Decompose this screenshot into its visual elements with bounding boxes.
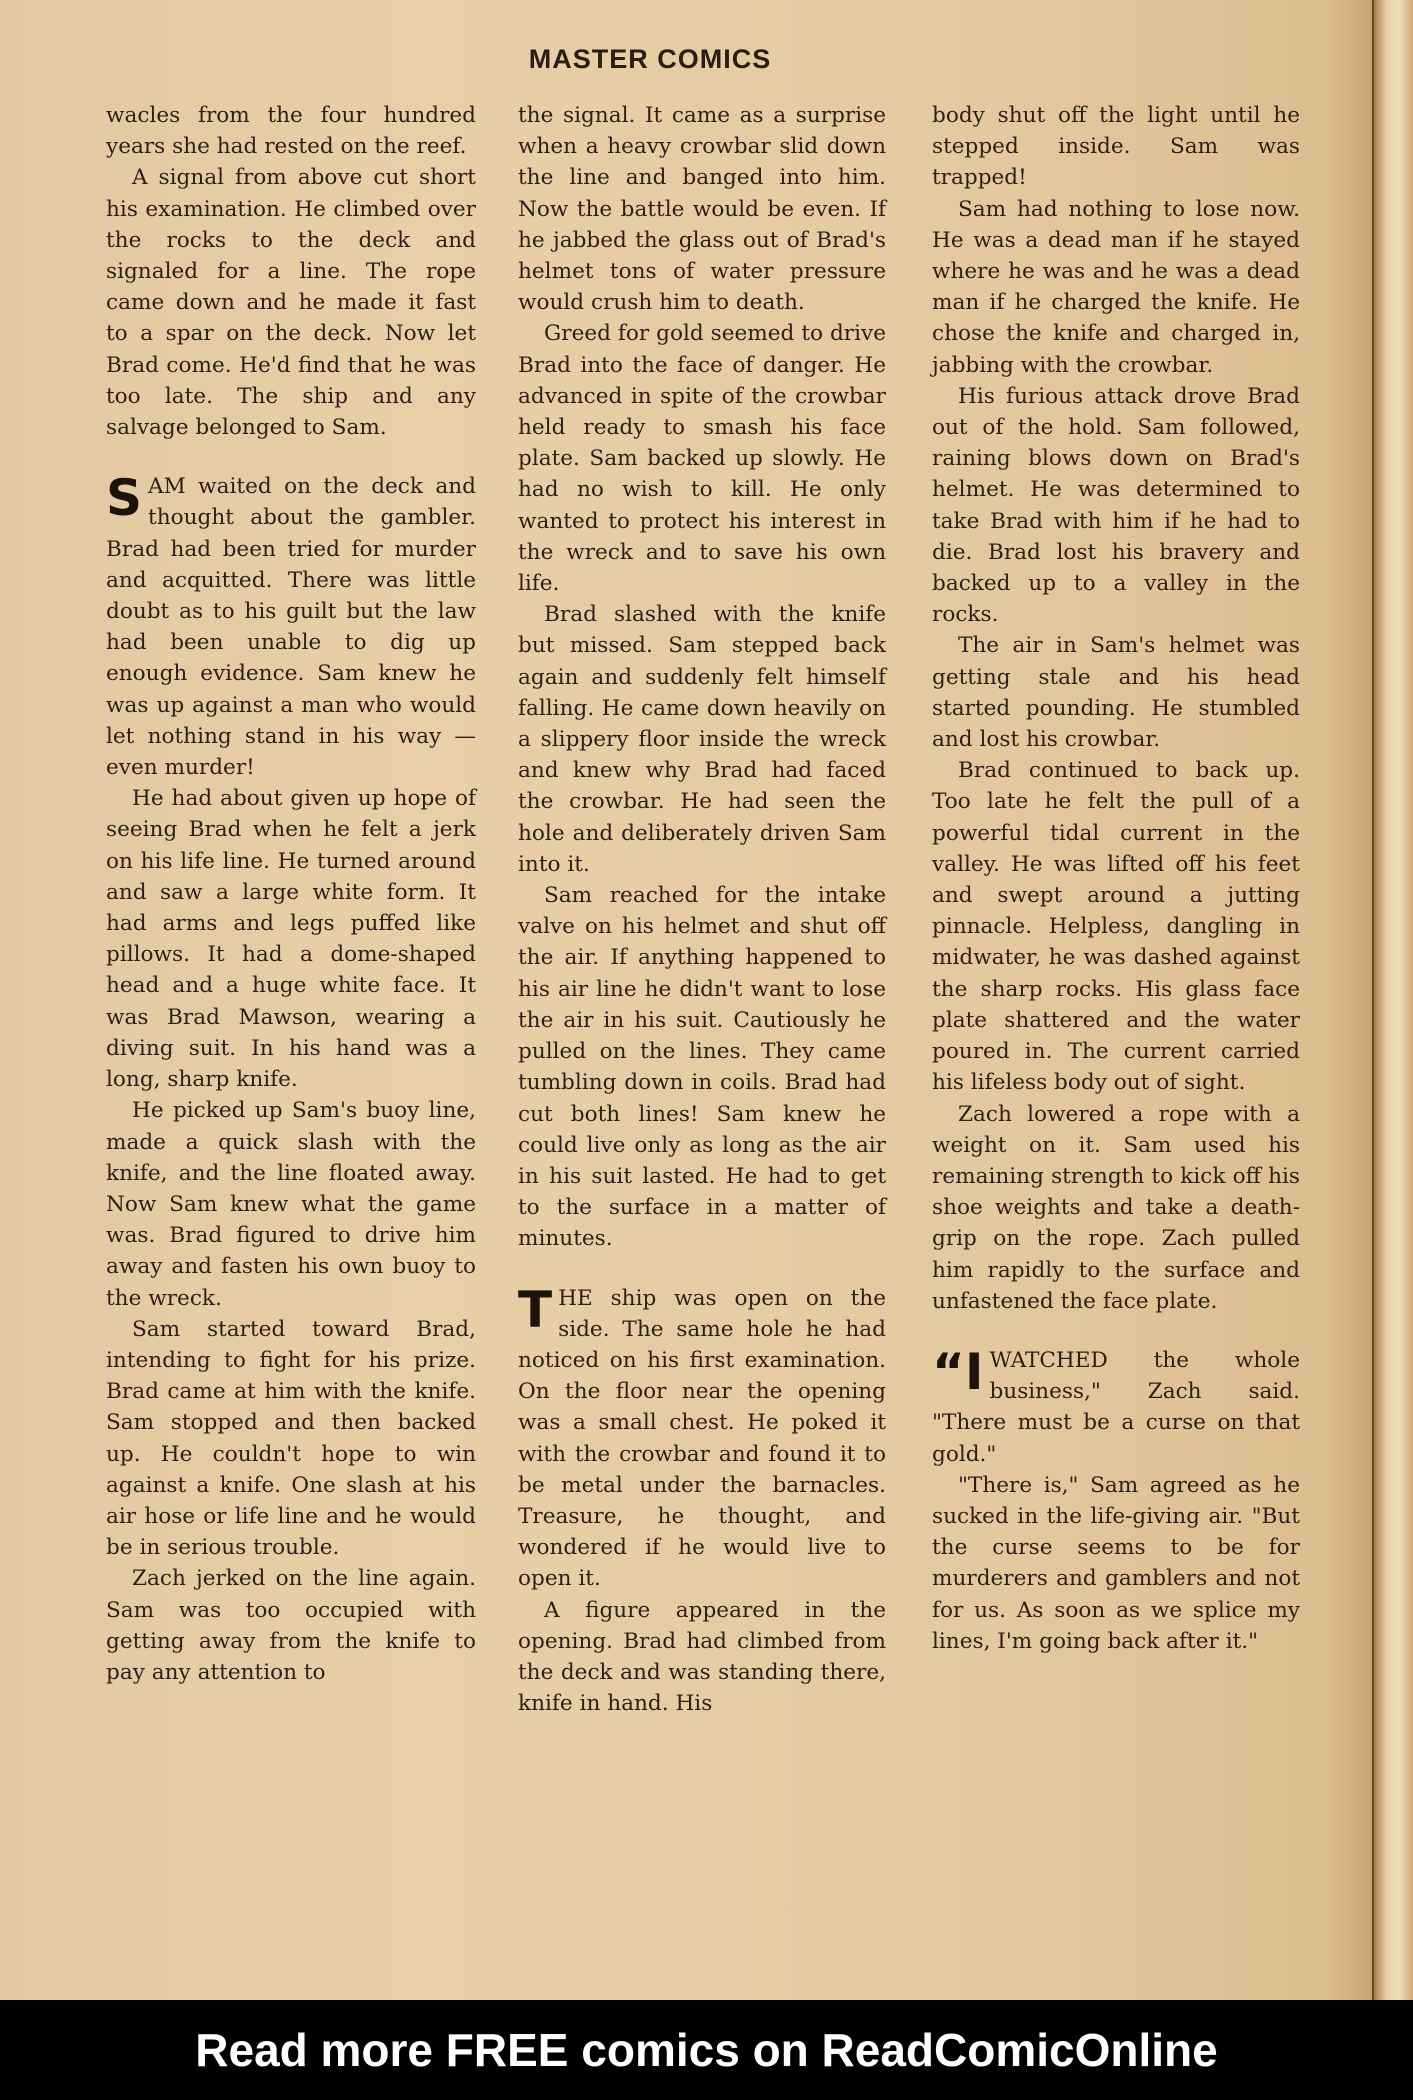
paragraph: The air in Sam's helmet was getting stale and his head started pounding. He stumbled and lost his crowbar. <box>932 633 1300 753</box>
paragraph: Greed for gold seemed to drive Brad into the face of danger. He advanced in spite of the crowbar held ready to smash his face plate. Sam backed up slowly. He had no wish to kill. He only wanted to protect his interest in the wreck and to save his own life. <box>518 321 886 597</box>
paragraph-dropcap <box>518 1280 886 1595</box>
paragraph: body shut off the light until he stepped inside. Sam was trapped! <box>932 103 1300 191</box>
paragraph: A figure appeared in the opening. Brad had climbed from the deck and was standing there, knife in hand. His <box>518 1597 886 1717</box>
drop-cap: S <box>106 469 143 528</box>
paragraph: Zach jerked on the line again. Sam was too occupied with getting away from the knife to pay any attention to <box>106 1566 476 1685</box>
paragraph-dropcap <box>106 471 476 783</box>
page-header-title: MASTER COMICS <box>528 44 772 74</box>
paragraph: the signal. It came as a surprise when a heavy crowbar slid down the line and banged into him. Now the battle would be even. If he jabbed the glass out of Brad's helmet tons of water pressure would crush him to death. <box>518 103 886 316</box>
text-column-right <box>932 100 1300 1657</box>
paragraph: His furious attack drove Brad out of the hold. Sam followed, raining blows down on Brad's helmet. He was determined to take Brad with him if he had to die. Brad lost his bravery and backed up to a valley in the rocks. <box>932 383 1300 628</box>
text-column-middle <box>518 100 886 1719</box>
paragraph-text: HE ship was open on the side. The same hole he had noticed on his first examination. On the floor near the opening was a small chest. He poked it with the crowbar and found it to be metal under the barnacles. Treasure, he thought, and wondered if he would live to open it. <box>518 1285 886 1592</box>
drop-cap: T <box>518 1280 553 1339</box>
promo-banner-link[interactable]: Read more FREE comics on ReadComicOnline <box>0 2000 1413 2100</box>
paragraph-text: AM waited on the deck and thought about the gambler. Brad had been tried for murder and acquitted. There was little doubt as to his guilt but the law had been unable to dig up enough evidence. Sam knew he was up against a man who would let nothing stand in his way —even murder! <box>106 474 476 781</box>
adjacent-page-edge <box>1372 0 1413 2000</box>
paragraph-text: WATCHED the whole business," Zach said. "There must be a curse on that gold." <box>932 1347 1300 1467</box>
paragraph: A signal from above cut short his examination. He climbed over the rocks to the deck and signaled for a line. The rope came down and he made it fast to a spar on the deck. Now let Brad come. He'd find that he was too late. The ship and any salvage belonged to Sam. <box>106 165 476 441</box>
paragraph: Zach lowered a rope with a weight on it. Sam used his remaining strength to kick off his shoe weights and take a death-grip on the rope. Zach pulled him rapidly to the surface and unfastened the face plate. <box>932 1101 1300 1314</box>
paragraph: Sam had nothing to lose now. He was a dead man if he stayed where he was and he was a dead man if he charged the knife. He chose the knife and charged in, jabbing with the crowbar. <box>932 196 1300 378</box>
paragraph: wacles from the four hundred years she had rested on the reef. <box>106 103 476 160</box>
drop-cap: “I <box>932 1342 984 1401</box>
paragraph: He had about given up hope of seeing Brad when he felt a jerk on his life line. He turned around and saw a large white form. It had arms and legs puffed like pillows. It had a dome-shaped head and a huge white face. It was Brad Mawson, wearing a diving suit. In his hand was a long, sharp knife. <box>106 786 476 1093</box>
paragraph: Sam reached for the intake valve on his helmet and shut off the air. If anything happened to his air line he didn't want to lose the air in his suit. Cautiously he pulled on the lines. They came tumbling down in coils. Brad had cut both lines! Sam knew he could live only as long as the air in his suit lasted. He had to get to the surface in a matter of minutes. <box>518 883 886 1252</box>
paragraph: He picked up Sam's buoy line, made a quick slash with the knife, and the line floated away. Now Sam knew what the game was. Brad figured to drive him away and fasten his own buoy to the wreck. <box>106 1098 476 1311</box>
paragraph-dropcap <box>932 1342 1300 1470</box>
paragraph: Brad continued to back up. Too late he felt the pull of a powerful tidal current in the valley. He was lifted off his feet and swept around a jutting pinnacle. Helpless, dangling in midwater, he was dashed against the sharp rocks. His glass face plate shattered and the water poured in. The current carried his lifeless body out of sight. <box>932 758 1300 1096</box>
paragraph: Sam started toward Brad, intending to fight for his prize. Brad came at him with the knife. Sam stopped and then backed up. He couldn't hope to win against a knife. One slash at his air hose or life line and he would be in serious trouble. <box>106 1316 476 1561</box>
paragraph: Brad slashed with the knife but missed. Sam stepped back again and suddenly felt himself falling. He came down heavily on a slippery floor inside the wreck and knew why Brad had faced the crowbar. He had seen the hole and deliberately driven Sam into it. <box>518 602 886 877</box>
paragraph: "There is," Sam agreed as he sucked in the life-giving air. "But the curse seems to be for murderers and gamblers and not for us. As soon as we splice my lines, I'm going back after it." <box>932 1472 1300 1654</box>
text-column-left <box>106 100 476 1688</box>
